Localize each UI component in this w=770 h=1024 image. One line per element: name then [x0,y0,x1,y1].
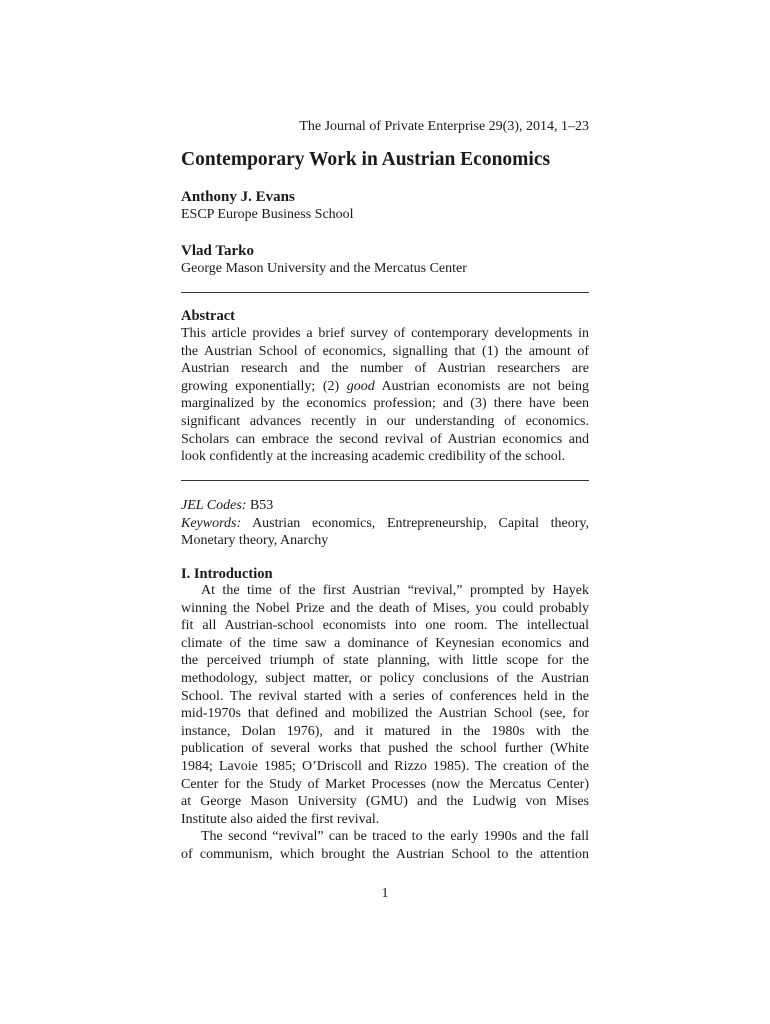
intro-para1-line: methodology, subject matter, or policy conclusions of the Austrian [181,670,589,686]
abstract-line: This article provides a brief survey of contemporary developments in [181,326,589,341]
abstract-line: Austrian research and the number of Austrian researchers are [181,361,589,377]
page-number: 1 [381,886,389,901]
author-affiliation-1: ESCP Europe Business School [181,207,354,222]
divider-top [181,292,589,293]
intro-para1-line: climate of the time saw a dominance of Keynesian economics and [181,635,589,651]
abstract-line: significant advances recently in our understanding of economics. [181,413,589,429]
intro-para2-line: The second “revival” can be traced to the early 1990s and the fall [201,829,589,845]
jel-keywords [181,497,589,550]
intro-para1-line: the perceived triumph of state planning, with little scope for the [181,653,589,669]
abstract-line: look confidently at the increasing academic credibility of the school. [181,449,566,465]
author-name-2: Vlad Tarko [181,243,254,259]
abstract-line: marginalized by the economics profession; and (3) there have been [181,396,589,412]
intro-para2-line: of communism, which brought the Austrian School to the attention [181,846,589,862]
introduction-heading: I. Introduction [181,566,273,582]
intro-para1-line: fit all Austrian-school economists into one room. The intellectual [181,618,589,634]
introduction-body [181,582,589,864]
intro-para1-line: instance, Dolan 1976), and it matured in the 1980s with the [181,723,589,739]
intro-para1-line: School. The revival started with a series of conferences held in the [181,688,589,704]
abstract-heading: Abstract [181,308,235,324]
abstract-line: the Austrian School of economics, signalling that (1) the amount of [181,343,589,359]
divider-bottom [181,480,589,481]
intro-para1-line: 1984; Lavoie 1985; O’Driscoll and Rizzo 1985). The creation of the [181,758,589,774]
keywords-line-1: Keywords: Austrian economics, Entrepreneurship, Capital theory, [181,515,590,531]
intro-para1-line: publication of several works that pushed the school further (White [181,741,589,757]
intro-para1-line: Institute also aided the first revival. [181,811,380,827]
paper-title: Contemporary Work in Austrian Economics [181,149,551,170]
jel-label: JEL Codes: [181,498,247,513]
abstract-body [181,325,589,466]
abstract-line: Scholars can embrace the second revival of Austrian economics and [181,431,589,447]
jel-codes [181,497,589,515]
abstract-emphasis-good: good [346,378,375,394]
author-affiliation-2: George Mason University and the Mercatus Center [181,261,467,276]
keywords-label: Keywords: [181,515,242,531]
keywords-line-2: Monetary theory, Anarchy [181,533,329,549]
intro-para1-line: Center for the Study of Market Processes (now the Mercatus Center) [181,776,589,792]
intro-para1-line: winning the Nobel Prize and the death of Mises, you could probably [181,600,589,616]
intro-para1-line: At the time of the first Austrian “revival,” prompted by Hayek [201,583,589,598]
abstract-line-with-emphasis: growing exponentially; (2) good Austrian economists are not being [181,378,590,394]
author-name-1: Anthony J. Evans [181,189,295,205]
intro-para1-line: at George Mason University (GMU) and the Ludwig von Mises [181,794,589,810]
journal-citation: The Journal of Private Enterprise 29(3), 2014, 1–23 [299,119,589,134]
intro-para1-line: mid-1970s that defined and mobilized the Austrian School (see, for [181,706,589,722]
jel-value: B53 [249,498,274,513]
